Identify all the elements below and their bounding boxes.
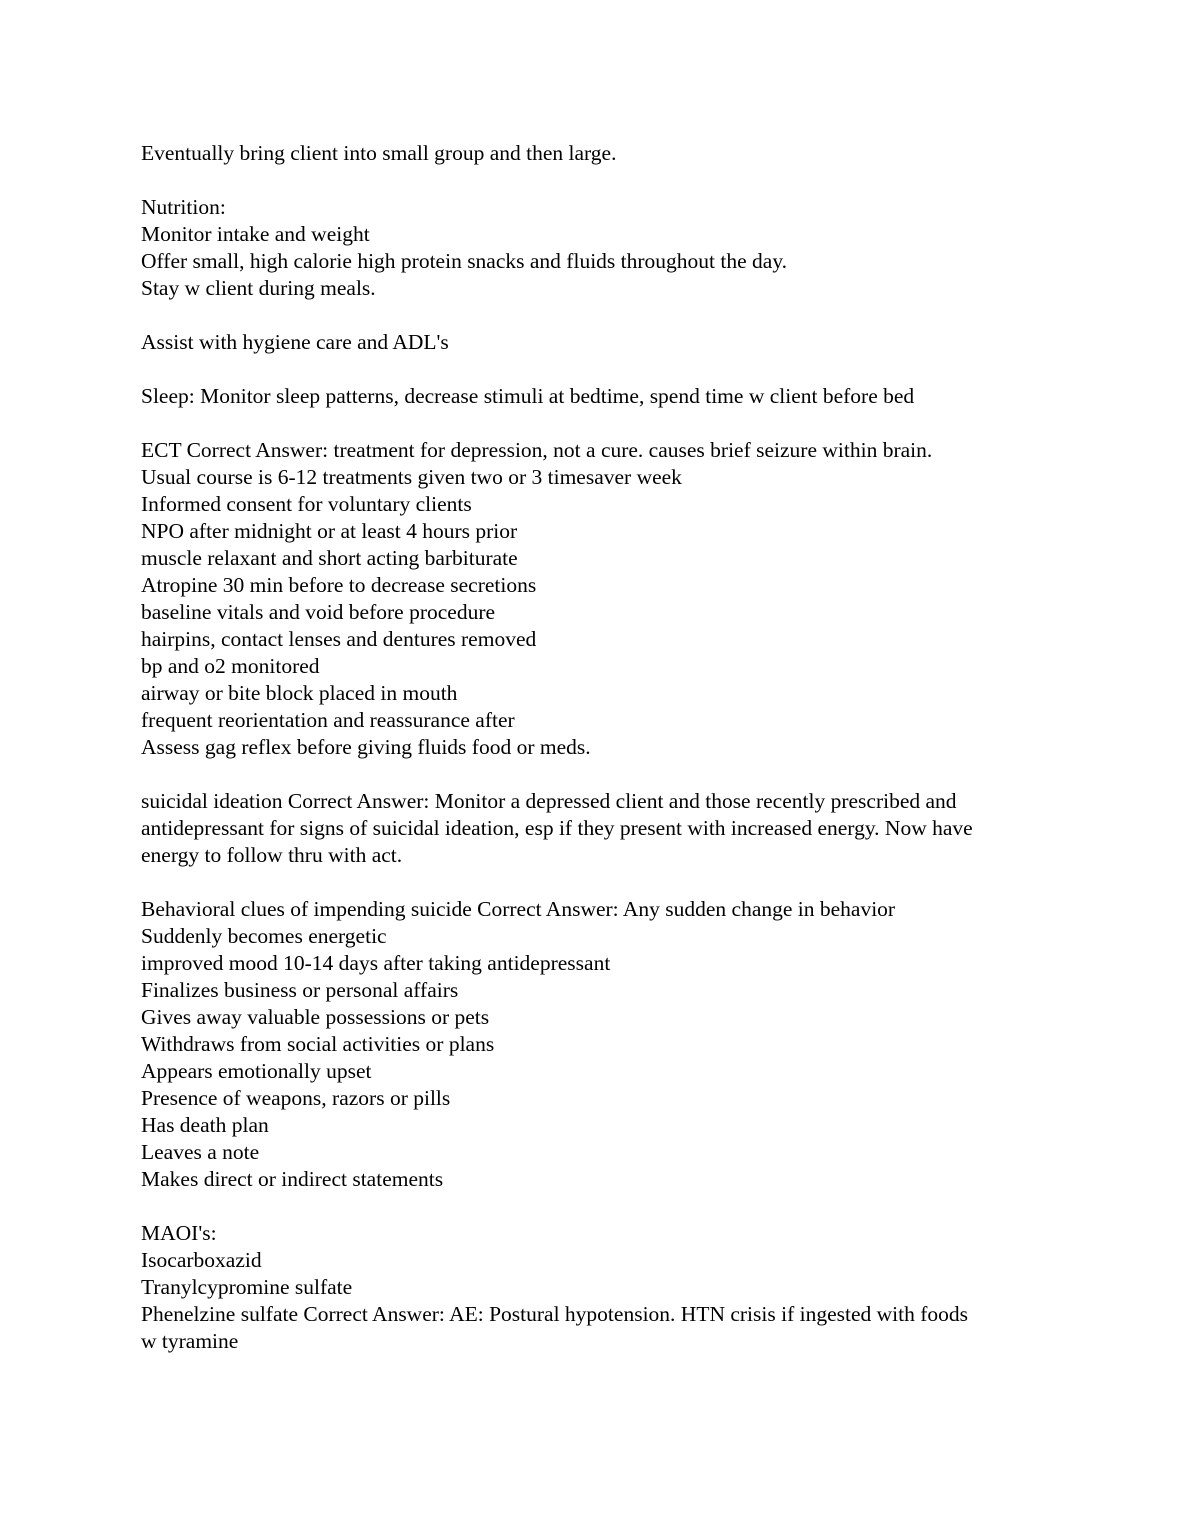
paragraph-nutrition — [141, 194, 1056, 302]
text-line: Tranylcypromine sulfate — [141, 1275, 353, 1299]
text-line: baseline vitals and void before procedure — [141, 600, 496, 624]
text-line: Assist with hygiene care and ADL's — [141, 330, 449, 354]
text-line: Stay w client during meals. — [141, 276, 376, 300]
text-line: w tyramine — [141, 1329, 239, 1353]
text-line: Phenelzine sulfate Correct Answer: AE: Postural hypotension. HTN crisis if ingested with foods — [141, 1302, 969, 1326]
paragraph-maois — [141, 1220, 1056, 1355]
section-heading-ect: ECT Correct Answer: treatment for depression, not a cure. causes brief seizure within brain. — [141, 438, 933, 462]
paragraph-ect — [141, 437, 1056, 761]
text-line: Informed consent for voluntary clients — [141, 492, 472, 516]
text-line: Sleep: Monitor sleep patterns, decrease stimuli at bedtime, spend time w client before bed — [141, 384, 915, 408]
section-heading-behavioral-clues: Behavioral clues of impending suicide Correct Answer: Any sudden change in behavior — [141, 897, 896, 921]
paragraph-suicidal-ideation — [141, 788, 1056, 869]
text-line: Assess gag reflex before giving fluids food or meds. — [141, 735, 591, 759]
text-line: antidepressant for signs of suicidal ideation, esp if they present with increased energy. Now have — [141, 816, 973, 840]
text-line: airway or bite block placed in mouth — [141, 681, 458, 705]
text-line: Presence of weapons, razors or pills — [141, 1086, 451, 1110]
text-line: Atropine 30 min before to decrease secretions — [141, 573, 537, 597]
section-heading-maois: MAOI's: — [141, 1221, 217, 1245]
text-line: Leaves a note — [141, 1140, 260, 1164]
text-line: Suddenly becomes energetic — [141, 924, 387, 948]
text-line: energy to follow thru with act. — [141, 843, 403, 867]
paragraph-hygiene — [141, 329, 1056, 356]
text-line: muscle relaxant and short acting barbiturate — [141, 546, 518, 570]
text-line: Appears emotionally upset — [141, 1059, 372, 1083]
text-line: Has death plan — [141, 1113, 269, 1137]
section-heading-suicidal-ideation: suicidal ideation Correct Answer: Monitor a depressed client and those recently prescribed and — [141, 789, 957, 813]
document-body — [141, 140, 1056, 1382]
text-line: Offer small, high calorie high protein snacks and fluids throughout the day. — [141, 249, 788, 273]
text-line: bp and o2 monitored — [141, 654, 320, 678]
text-line: Makes direct or indirect statements — [141, 1167, 444, 1191]
text-line: Finalizes business or personal affairs — [141, 978, 459, 1002]
text-line: Usual course is 6-12 treatments given two or 3 timesaver week — [141, 465, 682, 489]
paragraph-sleep — [141, 383, 1056, 410]
text-line: Eventually bring client into small group and then large. — [141, 141, 617, 165]
section-heading-nutrition: Nutrition: — [141, 195, 226, 219]
text-line: Withdraws from social activities or plans — [141, 1032, 495, 1056]
text-line: Isocarboxazid — [141, 1248, 262, 1272]
paragraph-group-progression — [141, 140, 1056, 167]
text-line: NPO after midnight or at least 4 hours prior — [141, 519, 518, 543]
text-line: frequent reorientation and reassurance after — [141, 708, 515, 732]
text-line: hairpins, contact lenses and dentures removed — [141, 627, 537, 651]
text-line: Monitor intake and weight — [141, 222, 370, 246]
paragraph-behavioral-clues — [141, 896, 1056, 1193]
text-line: Gives away valuable possessions or pets — [141, 1005, 490, 1029]
text-line: improved mood 10-14 days after taking antidepressant — [141, 951, 611, 975]
